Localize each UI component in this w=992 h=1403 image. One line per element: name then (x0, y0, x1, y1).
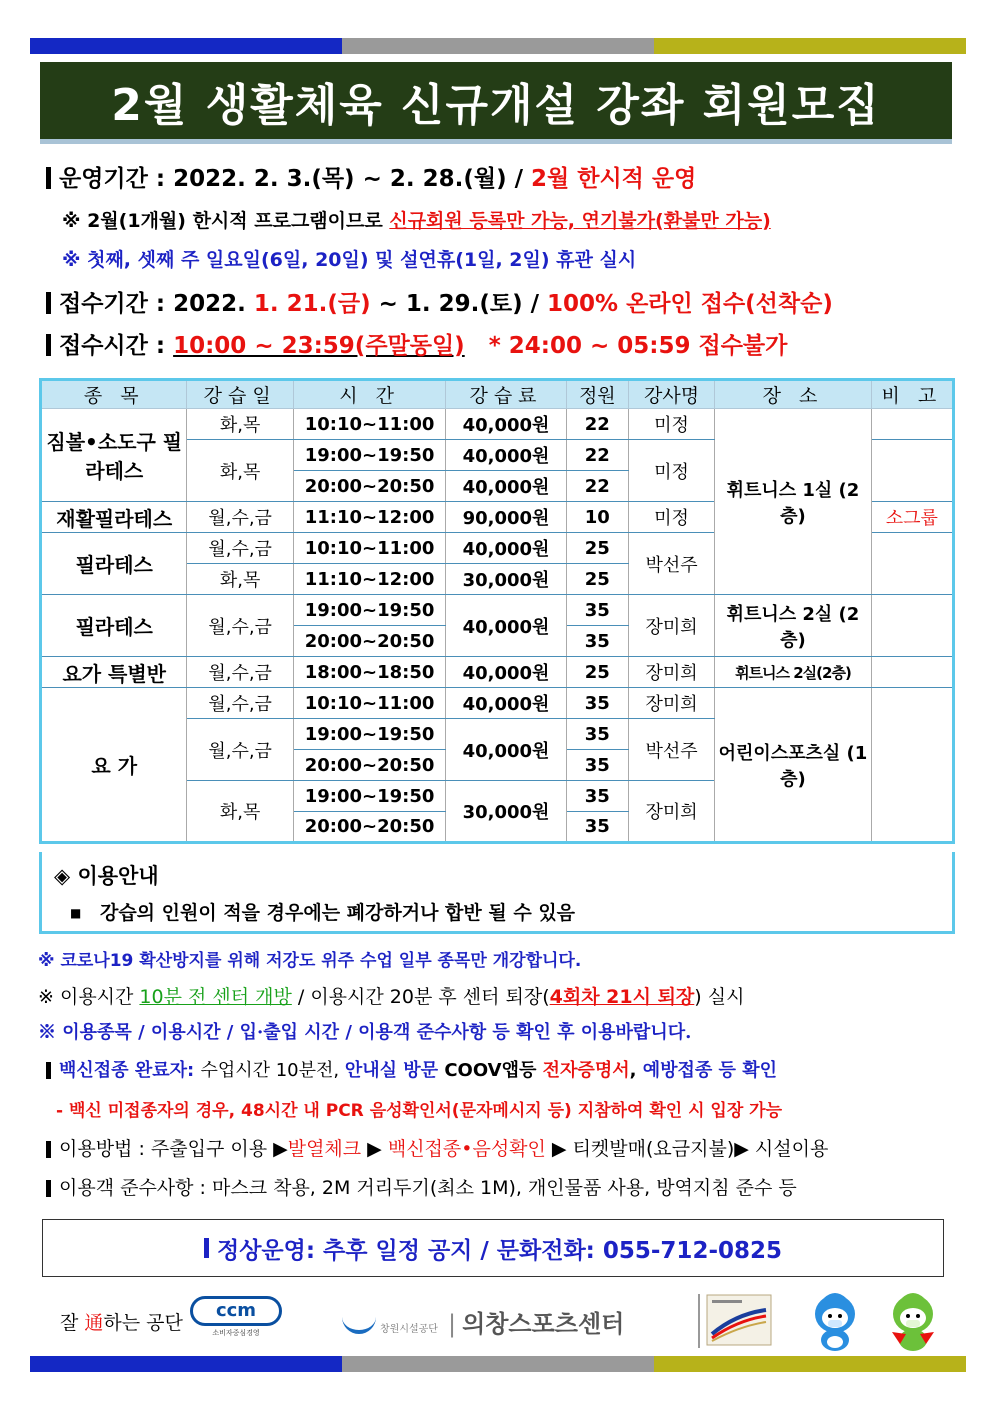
note-cell (871, 688, 953, 843)
category-cell: 필라테스 (41, 533, 187, 595)
category-cell: 요가 특별반 (41, 657, 187, 688)
ccm-text: ccm (190, 1296, 282, 1326)
contact-box (42, 1219, 944, 1277)
capacity-cell: 35 (566, 595, 628, 626)
rules-text: 이용객 준수사항 : 마스크 착용, 2M 거리두기(최소 1M), 개인물품 사용, 방역지침 준수 등 (59, 1177, 797, 1199)
note-cell (871, 595, 953, 657)
category-cell: 재활필라테스 (41, 502, 187, 533)
days-cell: 화,목 (187, 564, 293, 595)
days-cell: 월,수,금 (187, 595, 293, 657)
footer-logos (30, 1290, 966, 1352)
col-category: 종 목 (41, 380, 187, 409)
fee-cell: 40,000원 (446, 471, 566, 502)
instructor-cell: 박선주 (628, 719, 714, 781)
col-note: 비 고 (871, 380, 953, 409)
period-label: 접수기간 : 2022. (59, 291, 254, 317)
instructor-cell: 장미희 (628, 688, 714, 719)
stripe-olive (654, 38, 966, 54)
capacity-cell: 35 (566, 719, 628, 750)
category-cell: 요 가 (41, 688, 187, 843)
col-fee: 강습료 (446, 380, 566, 409)
table-row (41, 595, 954, 626)
note1-prefix: ※ 2월(1개월) 한시적 프로그램이므로 (62, 210, 390, 232)
operation-label: 운영기간 : 2022. 2. 3.(목) ~ 2. 28.(월) / (59, 166, 532, 192)
time-cell: 19:00~19:50 (293, 781, 446, 812)
sports-center-logo (342, 1304, 624, 1339)
days-cell: 월,수,금 (187, 657, 293, 688)
vaccine-d: COOV앱등 (444, 1060, 543, 1081)
days-cell: 화,목 (187, 409, 293, 440)
fee-cell: 40,000원 (446, 440, 566, 471)
mascot-green-icon (878, 1292, 948, 1356)
slogan-c: 하는 공단 (103, 1312, 183, 1334)
hours-suffix: ) 실시 (694, 986, 745, 1008)
org-name: 의창스포츠센터 (462, 1310, 625, 1338)
time-cell: 10:10~11:00 (293, 688, 446, 719)
time-note: * 24:00 ~ 05:59 접수불가 (488, 333, 788, 359)
capacity-cell: 22 (566, 409, 628, 440)
period-start: 1. 21.(금) (253, 291, 371, 317)
capacity-cell: 10 (566, 502, 628, 533)
title-banner (40, 62, 952, 144)
time-cell: 20:00~20:50 (293, 626, 446, 657)
fee-cell: 40,000원 (446, 533, 566, 564)
stripe-gray (342, 1356, 654, 1372)
time-label: 접수시간 : (59, 333, 174, 359)
bullet-bar (46, 1180, 51, 1197)
days-cell: 월,수,금 (187, 688, 293, 719)
registration-time (46, 327, 787, 360)
col-place: 장 소 (715, 380, 872, 409)
bottom-color-stripe (30, 1356, 966, 1372)
square-bullet-icon: ■ (70, 906, 82, 920)
operation-note-2: ※ 첫째, 셋째 주 일요일(6일, 20일) 및 설연휴(1일, 2일) 휴관 실시 (62, 249, 637, 271)
time-cell: 11:10~12:00 (293, 502, 446, 533)
category-cell: 짐볼•소도구 필라테스 (41, 409, 187, 502)
bullet-bar (46, 1141, 51, 1158)
note-cell (871, 409, 953, 440)
capacity-cell: 35 (566, 750, 628, 781)
hours-mid: / 이용시간 20분 후 센터 퇴장( (291, 986, 550, 1008)
fee-cell: 90,000원 (446, 502, 566, 533)
category-cell: 필라테스 (41, 595, 187, 657)
time-cell: 19:00~19:50 (293, 440, 446, 471)
capacity-cell: 25 (566, 564, 628, 595)
fee-cell: 40,000원 (446, 657, 566, 688)
vaccine-b: 수업시간 10분전, (200, 1060, 345, 1081)
diamond-icon: ◈ (54, 864, 71, 888)
bullet-bar (46, 167, 51, 189)
capacity-cell: 25 (566, 533, 628, 564)
time-cell: 19:00~19:50 (293, 719, 446, 750)
slogan (60, 1308, 183, 1335)
time-value-start: 10:00 ~ 23:59(주말동일) (173, 333, 465, 359)
info-title (54, 860, 159, 890)
ccm-subtext: 소비자중심경영 (212, 1329, 260, 1337)
days-cell: 월,수,금 (187, 533, 293, 564)
info-title-text: 이용안내 (77, 864, 159, 888)
table-row (41, 657, 954, 688)
fee-cell: 40,000원 (446, 688, 566, 719)
stripe-gray (342, 38, 654, 54)
hours-prefix: ※ 이용시간 (38, 986, 140, 1008)
col-days: 강습일 (187, 380, 293, 409)
time-cell: 20:00~20:50 (293, 471, 446, 502)
method-a: 이용방법 : 주출입구 이용 ▶ (59, 1138, 288, 1160)
stripe-blue (30, 38, 342, 54)
top-color-stripe (30, 38, 966, 54)
check-notice: ※ 이용종목 / 이용시간 / 입·출입 시간 / 이용객 준수사항 등 확인 후 이용바랍니다. (38, 1022, 692, 1043)
table-row (41, 688, 954, 719)
table-header-row (41, 380, 954, 409)
fee-cell: 30,000원 (446, 564, 566, 595)
slogan-a: 잘 (60, 1312, 85, 1334)
schedule-table (39, 378, 955, 844)
capacity-cell: 35 (566, 812, 628, 843)
page-title: 2월 생활체육 신규개설 강좌 회원모집 (111, 79, 881, 131)
time-cell: 10:10~11:00 (293, 533, 446, 564)
usage-method (46, 1134, 828, 1161)
capacity-cell: 35 (566, 688, 628, 719)
instructor-cell: 장미희 (628, 595, 714, 657)
instructor-cell: 미정 (628, 440, 714, 502)
vaccine-f: , (629, 1060, 643, 1081)
note-cell (871, 440, 953, 502)
note-cell-small-group: 소그룹 (871, 502, 953, 533)
operation-period (46, 160, 696, 193)
col-instructor: 강사명 (628, 380, 714, 409)
note-cell (871, 657, 953, 688)
place-cell: 휘트니스 1실 (2층) (715, 409, 872, 595)
period-mid: ~ 1. 29.(토) / (370, 291, 548, 317)
swirl-icon (342, 1316, 376, 1334)
instructor-cell: 장미희 (628, 781, 714, 843)
capacity-cell: 25 (566, 657, 628, 688)
method-d: 백신접종•음성확인 (387, 1138, 546, 1160)
unvaccinated-notice: - 백신 미접종자의 경우, 48시간 내 PCR 음성확인서(문자메시지 등) 지참하여 확인 시 입장 가능 (56, 1101, 783, 1121)
time-cell: 10:10~11:00 (293, 409, 446, 440)
fee-cell: 30,000원 (446, 781, 566, 843)
instructor-cell: 장미희 (628, 657, 714, 688)
capacity-cell: 22 (566, 471, 628, 502)
place-cell: 어린이스포츠실 (1층) (715, 688, 872, 843)
capacity-cell: 22 (566, 440, 628, 471)
operation-highlight: 2월 한시적 운영 (531, 166, 697, 192)
covid-notice: ※ 코로나19 확산방지를 위해 저강도 위주 수업 일부 종목만 개강합니다. (38, 951, 582, 971)
instructor-cell: 미정 (628, 502, 714, 533)
table-row (41, 409, 954, 440)
fee-cell: 40,000원 (446, 595, 566, 657)
time-cell: 11:10~12:00 (293, 564, 446, 595)
bullet-bar (204, 1238, 209, 1258)
time-value-wrap (173, 333, 465, 359)
time-cell: 20:00~20:50 (293, 750, 446, 781)
fee-cell: 40,000원 (446, 409, 566, 440)
days-cell: 월,수,금 (187, 719, 293, 781)
visitor-rules (46, 1173, 797, 1200)
separator: | (447, 1310, 457, 1338)
award-emblem-icon (698, 1294, 772, 1348)
instructor-cell: 박선주 (628, 533, 714, 595)
time-cell: 20:00~20:50 (293, 812, 446, 843)
registration-period (46, 285, 833, 318)
time-cell: 18:00~18:50 (293, 657, 446, 688)
instructor-cell: 미정 (628, 409, 714, 440)
method-e: ▶ 티켓발매(요금지불)▶ 시설이용 (545, 1138, 829, 1160)
fee-cell: 40,000원 (446, 719, 566, 781)
hours-open: 10분 전 센터 개방 (139, 986, 292, 1008)
info-item-text: 강습의 인원이 적을 경우에는 폐강하거나 합반 될 수 있음 (99, 902, 576, 924)
capacity-cell: 35 (566, 626, 628, 657)
stripe-blue (30, 1356, 342, 1372)
vaccine-e: 전자증명서 (542, 1060, 630, 1081)
vaccine-c: 안내실 방문 (344, 1060, 445, 1081)
usage-info-box (39, 852, 955, 934)
col-capacity: 정원 (566, 380, 628, 409)
stripe-olive (654, 1356, 966, 1372)
method-b: 발열체크 (287, 1138, 362, 1160)
note-cell (871, 533, 953, 595)
days-cell: 화,목 (187, 440, 293, 502)
days-cell: 월,수,금 (187, 502, 293, 533)
bullet-bar (46, 334, 51, 356)
org-small: 창원시설공단 (380, 1324, 438, 1335)
time-cell: 19:00~19:50 (293, 595, 446, 626)
method-c: ▶ (361, 1138, 388, 1160)
hours-red: 4회차 21시 퇴장 (549, 986, 695, 1008)
bullet-bar (46, 1062, 51, 1079)
slogan-b: 通 (84, 1312, 104, 1334)
mascot-blue-icon (802, 1292, 868, 1356)
info-item (70, 898, 575, 925)
capacity-cell: 35 (566, 781, 628, 812)
col-time: 시 간 (293, 380, 446, 409)
period-highlight: 100% 온라인 접수(선착순) (547, 291, 833, 317)
hours-notice (38, 982, 744, 1009)
days-cell: 화,목 (187, 781, 293, 843)
operation-note-1 (62, 206, 771, 233)
vaccine-notice (46, 1056, 777, 1082)
contact-text: 정상운영: 추후 일정 공지 / 문화전화: 055-712-0825 (216, 1237, 783, 1264)
ccm-logo (190, 1296, 282, 1344)
place-cell: 휘트니스 2실(2층) (715, 657, 872, 688)
place-cell: 휘트니스 2실 (2층) (715, 595, 872, 657)
bullet-bar (46, 292, 51, 314)
note1-highlight: 신규회원 등록만 가능, 연기불가(환불만 가능) (389, 210, 771, 232)
vaccine-g: 예방접종 등 확인 (642, 1060, 777, 1081)
vaccine-a: 백신접종 완료자: (59, 1060, 201, 1081)
